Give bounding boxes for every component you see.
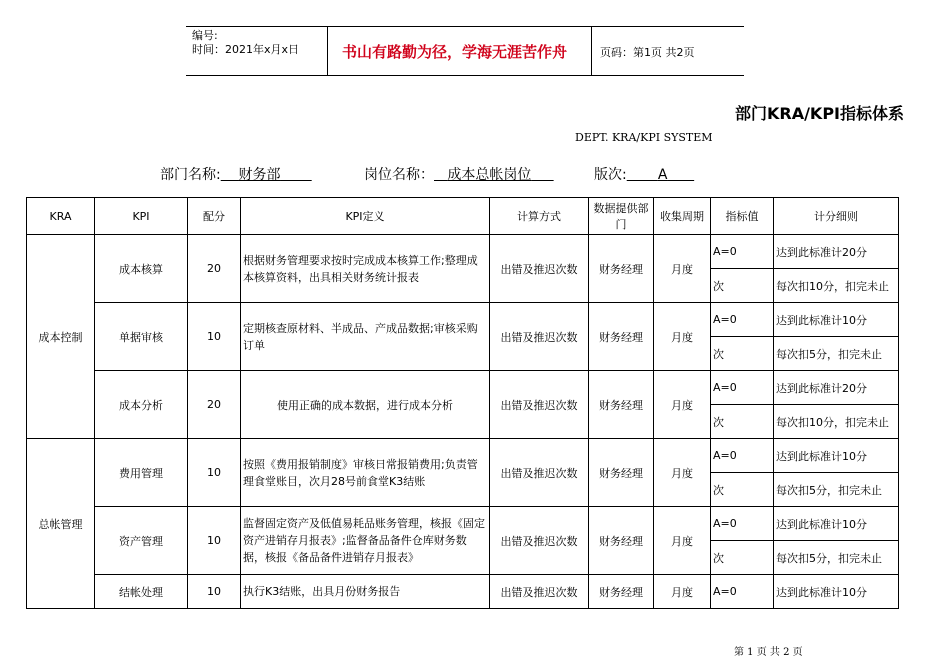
post-field <box>364 164 554 184</box>
score-cell: 10 <box>188 507 241 575</box>
rule-cell: 每次扣5分，扣完未止 <box>774 473 899 507</box>
dept-cell: 财务经理 <box>589 439 654 507</box>
kra-cell: 成本控制 <box>27 235 95 439</box>
header-definition: KPI定义 <box>241 198 490 235</box>
rule-cell: 每次扣10分，扣完未止 <box>774 405 899 439</box>
rule-cell: 达到此标准计10分 <box>774 507 899 541</box>
score-cell: 20 <box>188 371 241 439</box>
definition-cell: 使用正确的成本数据，进行成本分析 <box>241 371 490 439</box>
post-label: 岗位名称： <box>364 167 434 183</box>
header-kpi: KPI <box>95 198 188 235</box>
header-kra: KRA <box>27 198 95 235</box>
header-rules: 计分细则 <box>774 198 899 235</box>
rule-cell: 达到此标准计10分 <box>774 303 899 337</box>
header-page-label: 页码：第1页 共2页 <box>600 46 695 59</box>
time-label: 时间：2021年x月x日 <box>192 43 300 56</box>
target-cell: A=0 <box>711 507 774 541</box>
target-cell: A=0 <box>711 235 774 269</box>
target-cell: 次 <box>711 405 774 439</box>
kpi-cell: 资产管理 <box>95 507 188 575</box>
table-row <box>27 507 899 541</box>
page-header <box>186 26 744 76</box>
dept-cell: 财务经理 <box>589 303 654 371</box>
rule-cell: 达到此标准计20分 <box>774 235 899 269</box>
header-motto: 书山有路勤为径，学海无涯苦作舟 <box>342 42 568 61</box>
table-row <box>27 371 899 405</box>
target-cell: A=0 <box>711 371 774 405</box>
cycle-cell: 月度 <box>654 235 711 303</box>
kpi-table <box>26 197 899 609</box>
rule-cell: 达到此标准计10分 <box>774 439 899 473</box>
code-label: 编号: <box>192 29 218 42</box>
table-row <box>27 439 899 473</box>
header-dept: 数据提供部门 <box>589 198 654 235</box>
table-row <box>27 303 899 337</box>
table-row <box>27 575 899 609</box>
score-cell: 10 <box>188 575 241 609</box>
header-cycle: 收集周期 <box>654 198 711 235</box>
method-cell: 出错及推迟次数 <box>490 371 589 439</box>
table-row <box>27 235 899 269</box>
header-info <box>192 29 299 57</box>
target-cell: 次 <box>711 473 774 507</box>
version-label: 版次: <box>594 167 627 183</box>
cycle-cell: 月度 <box>654 439 711 507</box>
kra-cell: 总帐管理 <box>27 439 95 609</box>
method-cell: 出错及推迟次数 <box>490 439 589 507</box>
target-cell: 次 <box>711 541 774 575</box>
dept-cell: 财务经理 <box>589 575 654 609</box>
header-target: 指标值 <box>711 198 774 235</box>
definition-cell: 根据财务管理要求按时完成成本核算工作;整理成本核算资料，出具相关财务统计报表 <box>241 235 490 303</box>
definition-cell: 监督固定资产及低值易耗品账务管理，核报《固定资产进销存月报表》;监督备品备件仓库财务数据，核报《备品备件进销存月报表》 <box>241 507 490 575</box>
dept-cell: 财务经理 <box>589 235 654 303</box>
cycle-cell: 月度 <box>654 303 711 371</box>
score-cell: 20 <box>188 235 241 303</box>
method-cell: 出错及推迟次数 <box>490 303 589 371</box>
cycle-cell: 月度 <box>654 575 711 609</box>
page-subtitle: DEPT. KRA/KPI SYSTEM <box>575 131 713 144</box>
dept-field <box>160 164 312 184</box>
version-value: A <box>657 167 668 183</box>
page-footer: 第 1 页 共 2 页 <box>734 647 803 658</box>
score-cell: 10 <box>188 303 241 371</box>
cycle-cell: 月度 <box>654 507 711 575</box>
score-cell: 10 <box>188 439 241 507</box>
header-score: 配分 <box>188 198 241 235</box>
header-divider <box>591 27 592 75</box>
header-method: 计算方式 <box>490 198 589 235</box>
table-header-row <box>27 198 899 235</box>
rule-cell: 每次扣10分，扣完未止 <box>774 269 899 303</box>
kpi-cell: 单据审核 <box>95 303 188 371</box>
method-cell: 出错及推迟次数 <box>490 575 589 609</box>
rule-cell: 达到此标准计10分 <box>774 575 899 609</box>
kpi-cell: 费用管理 <box>95 439 188 507</box>
cycle-cell: 月度 <box>654 371 711 439</box>
dept-value: 财务部 <box>238 167 281 183</box>
method-cell: 出错及推迟次数 <box>490 507 589 575</box>
rule-cell: 每次扣5分，扣完未止 <box>774 337 899 371</box>
kpi-cell: 结帐处理 <box>95 575 188 609</box>
target-cell: A=0 <box>711 439 774 473</box>
dept-cell: 财务经理 <box>589 507 654 575</box>
definition-cell: 执行K3结账，出具月份财务报告 <box>241 575 490 609</box>
version-field <box>594 164 694 184</box>
definition-cell: 按照《费用报销制度》审核日常报销费用;负责管理食堂账目，次月28号前食堂K3结账 <box>241 439 490 507</box>
kpi-cell: 成本核算 <box>95 235 188 303</box>
method-cell: 出错及推迟次数 <box>490 235 589 303</box>
dept-cell: 财务经理 <box>589 371 654 439</box>
page-title: 部门KRA/KPI指标体系 <box>734 104 904 123</box>
target-cell: A=0 <box>711 303 774 337</box>
target-cell: A=0 <box>711 575 774 609</box>
target-cell: 次 <box>711 269 774 303</box>
definition-cell: 定期核查原材料、半成品、产成品数据;审核采购订单 <box>241 303 490 371</box>
kpi-cell: 成本分析 <box>95 371 188 439</box>
rule-cell: 达到此标准计20分 <box>774 371 899 405</box>
post-value: 成本总帐岗位 <box>447 167 532 183</box>
rule-cell: 每次扣5分，扣完未止 <box>774 541 899 575</box>
dept-label: 部门名称: <box>160 167 221 183</box>
target-cell: 次 <box>711 337 774 371</box>
